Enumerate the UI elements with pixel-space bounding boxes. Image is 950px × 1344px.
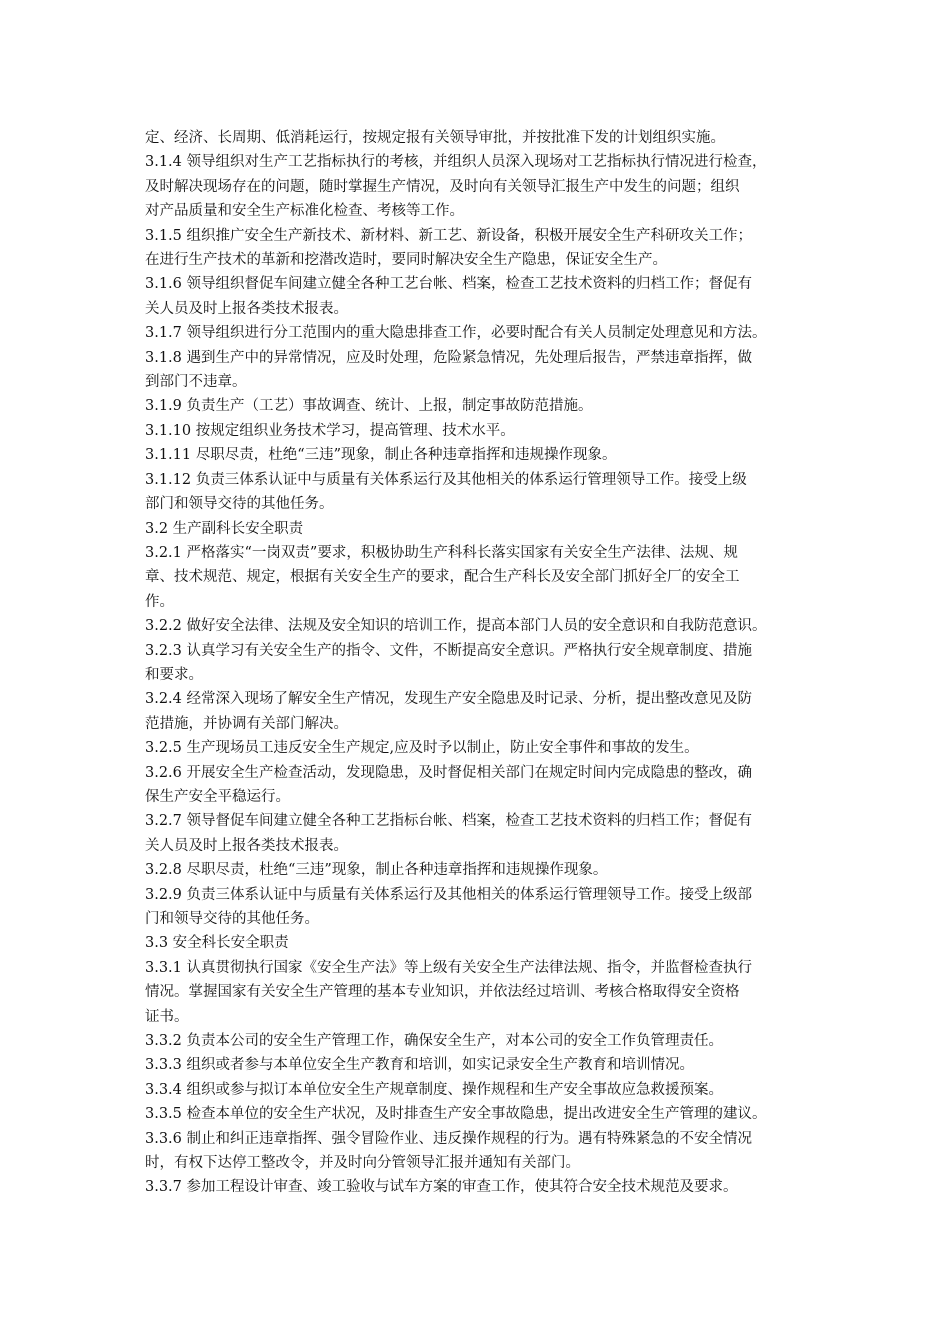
paragraph-3-3-3: 3.3.3 组织或者参与本单位安全生产教育和培训，如实记录安全生产教育和培训情况。	[145, 1057, 695, 1074]
paragraph-3-1-7: 3.1.7 领导组织进行分工范围内的重大隐患排查工作，必要时配合有关人员制定处理意见和方法。	[145, 325, 767, 342]
paragraph-3-1-12: 3.1.12 负责三体系认证中与质量有关体系运行及其他相关的体系运行管理领导工作。接受上级 部门和领导交待的其他任务。	[145, 471, 747, 513]
paragraph-3-3-6: 3.3.6 制止和纠正违章指挥、强令冒险作业、违反操作规程的行为。遇有特殊紧急的不安全情况 时，有权下达停工整改令，并及时向分管领导汇报并通知有关部门。	[145, 1130, 752, 1172]
paragraph-3-2-6: 3.2.6 开展安全生产检查活动，发现隐患，及时督促相关部门在规定时间内完成隐患的整改，确 保生产安全平稳运行。	[145, 764, 752, 805]
paragraph-3-2-3: 3.2.3 认真学习有关安全生产的指令、文件，不断提高安全意识。严格执行安全规章制度、措施 和要求。	[145, 642, 752, 683]
paragraph-3-1-9: 3.1.9 负责生产（工艺）事故调查、统计、上报，制定事故防范措施。	[145, 398, 593, 415]
paragraph-3-1-3-continued: 定、经济、长周期、低消耗运行，按规定报有关领导审批，并按批准下发的计划组织实施。	[145, 130, 725, 146]
paragraph-3-3-7: 3.3.7 参加工程设计审查、竣工验收与试车方案的审查工作，使其符合安全技术规范及要求。	[145, 1179, 738, 1196]
paragraph-3-3-4: 3.3.4 组织或参与拟订本单位安全生产规章制度、操作规程和生产安全事故应急救援预案。	[145, 1081, 723, 1098]
paragraph-3-2-8: 3.2.8 尽职尽责，杜绝“三违”现象，制止各种违章指挥和违规操作现象。	[145, 862, 608, 879]
paragraph-3-1-8: 3.1.8 遇到生产中的异常情况，应及时处理，危险紧急情况，先处理后报告，严禁违章指挥，做 到部门不违章。	[145, 349, 752, 391]
paragraph-3-3-1: 3.3.1 认真贯彻执行国家《安全生产法》等上级有关安全生产法律法规、指令，并监督检查执行 情况。掌握国家有关安全生产管理的基本专业知识，并依法经过培训、考核合格取得安全资格 证书。	[145, 959, 752, 1025]
document-body	[145, 126, 815, 1200]
paragraph-3-2-7: 3.2.7 领导督促车间建立健全各种工艺指标台帐、档案，检查工艺技术资料的归档工作；督促有 关人员及时上报各类技术报表。	[145, 813, 752, 854]
paragraph-3-1-6: 3.1.6 领导组织督促车间建立健全各种工艺台帐、档案，检查工艺技术资料的归档工作；督促有 关人员及时上报各类技术报表。	[145, 276, 752, 317]
paragraph-3-1-4: 3.1.4 领导组织对生产工艺指标执行的考核，并组织人员深入现场对工艺指标执行情况进行检查， 及时解决现场存在的问题，随时掌握生产情况，及时向有关领导汇报生产中发生的问题；组织 对产品质量和安全生产标准化检查、考核等工作。	[145, 154, 767, 220]
paragraph-3-1-11: 3.1.11 尽职尽责，杜绝“三违”现象，制止各种违章指挥和违规操作现象。	[145, 447, 617, 464]
paragraph-3-2-1: 3.2.1 严格落实“一岗双责”要求，积极协助生产科科长落实国家有关安全生产法律、法规、规 章、技术规范、规定，根据有关安全生产的要求，配合生产科长及安全部门抓好全厂的安全工 作。	[145, 544, 740, 610]
paragraph-3-2-2: 3.2.2 做好安全法律、法规及安全知识的培训工作，提高本部门人员的安全意识和自我防范意识。	[145, 618, 767, 635]
paragraph-3-1-10: 3.1.10 按规定组织业务技术学习，提高管理、技术水平。	[145, 422, 515, 439]
paragraph-3-2-5: 3.2.5 生产现场员工违反安全生产规定,应及时予以制止，防止安全事件和事故的发生。	[145, 740, 699, 757]
paragraph-3-1-5: 3.1.5 组织推广安全生产新技术、新材料、新工艺、新设备，积极开展安全生产科研攻关工作； 在进行生产技术的革新和挖潜改造时，要同时解决安全生产隐患，保证安全生产。	[145, 227, 752, 269]
section-heading-3-3: 3.3 安全科长安全职责	[145, 935, 289, 952]
paragraph-3-2-9: 3.2.9 负责三体系认证中与质量有关体系运行及其他相关的体系运行管理领导工作。接受上级部 门和领导交待的其他任务。	[145, 886, 752, 927]
paragraph-3-2-4: 3.2.4 经常深入现场了解安全生产情况，发现生产安全隐患及时记录、分析，提出整改意见及防 范措施，并协调有关部门解决。	[145, 691, 752, 732]
paragraph-3-3-5: 3.3.5 检查本单位的安全生产状况，及时排查生产安全事故隐患，提出改进安全生产管理的建议。	[145, 1106, 767, 1123]
section-heading-3-2: 3.2 生产副科长安全职责	[145, 520, 304, 537]
paragraph-3-3-2: 3.3.2 负责本公司的安全生产管理工作，确保安全生产，对本公司的安全工作负管理责任。	[145, 1033, 723, 1050]
